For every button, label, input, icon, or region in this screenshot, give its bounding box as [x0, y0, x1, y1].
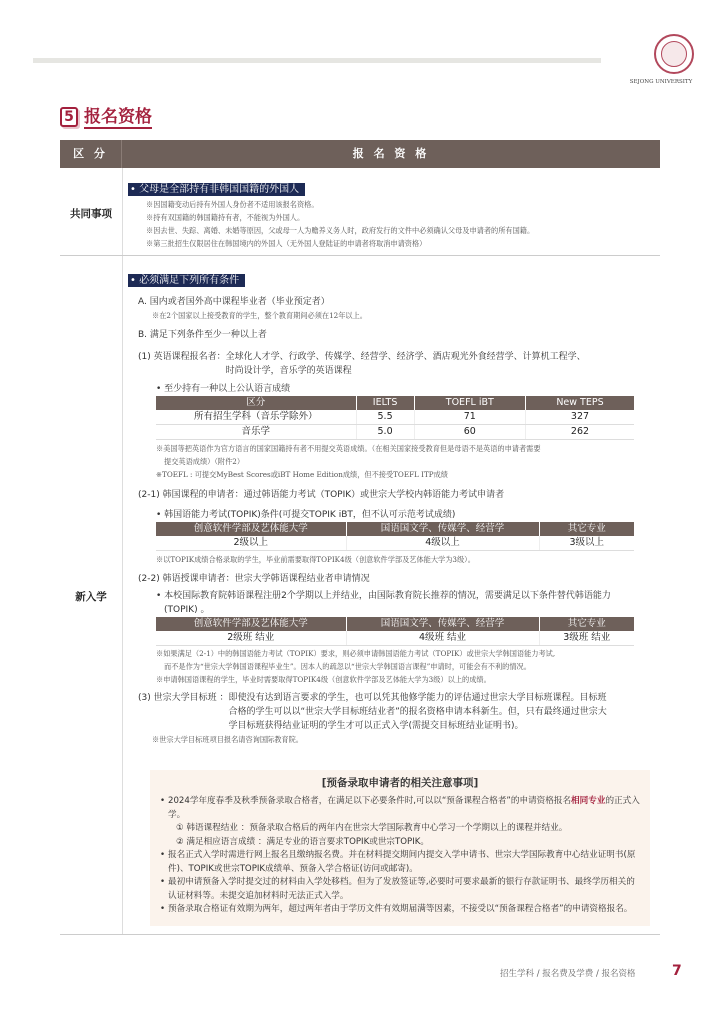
cell: 4级班 结业 — [346, 631, 539, 646]
th: IELTS — [356, 396, 414, 410]
th: 创意软件学部及艺体能大学 — [156, 522, 346, 536]
notice-text: 2024学年度春季及秋季预备录取合格者，在满足以下必要条件时,可以以“预备课程合格者”的申请资格报名 — [168, 796, 572, 806]
korean-22-bullet: (TOPIK) 。 — [164, 605, 210, 615]
column-divider — [122, 168, 123, 934]
cell: 5.0 — [356, 425, 414, 440]
condition-a: A. 国内或者国外高中课程毕业者（毕业预定者） — [138, 297, 330, 307]
footer-breadcrumb: 招生学科 / 报名费及学费 / 报名资格 — [500, 969, 636, 979]
common-note: ※因去世、失踪、离婚、未婚等原因，父或母一人为赡养义务人时，政府发行的文件中必须确认父母及申请者的所有国籍。 — [146, 226, 535, 235]
english-majors: 时尚设计学，音乐学的英语课程 — [225, 366, 352, 376]
header-qualification: 报 名 资 格 — [352, 147, 430, 160]
korean-21-title: (2-1) 韩国课程的申请者：通过韩语能力考试（TOPIK）或世宗大学校内韩语能力考试申请者 — [138, 490, 505, 500]
table-row — [156, 536, 634, 551]
footer-divider — [60, 934, 660, 935]
notice-text: 的正式入学。 — [168, 796, 640, 820]
table-row — [156, 631, 634, 646]
korean-course-table — [156, 617, 634, 646]
target-class-text: 即使没有达到语言要求的学生，也可以凭其他修学能力的评估通过世宗大学目标班课程。目标班 — [228, 693, 607, 703]
cell: 2级以上 — [156, 536, 346, 551]
korean-22-note: ※申请韩国语课程的学生，毕业时需要取得TOPIK4级（创意软件学部及艺体能大学为3级）以上的成绩。 — [156, 675, 491, 684]
notice-item — [160, 795, 640, 822]
university-seal-logo — [654, 34, 694, 74]
topik-note: ※以TOPIK成绩合格录取的学生，毕业前需要取得TOPIK4级（创意软件学部及艺体能大学为3级）。 — [156, 555, 475, 564]
condition-a-note: ※在2个国家以上接受教育的学生，整个教育期间必须在12年以上。 — [152, 311, 367, 320]
target-class-note: ※世宗大学目标班项目报名请咨询国际教育院。 — [152, 735, 303, 744]
page-title: 报名资格 — [84, 107, 152, 127]
cell: 3级班 结业 — [539, 631, 634, 646]
english-note: ※美国等把英语作为官方语言的国家国籍持有者不用提交英语成绩。（在相关国家接受教育但是母语不是英语的申请者需要 — [156, 444, 541, 453]
korean-22-note: ※如果满足（2-1）中的韩国语能力考试（TOPIK）要求，则必须申请韩国语能力考试（TOPIK）或世宗大学韩国语能力考试, — [156, 649, 556, 658]
header-category: 区 分 — [60, 140, 122, 168]
english-majors: 全球化人才学、行政学、传媒学、经营学、经济学、酒店观光外食经营学、计算机工程学、 — [225, 352, 586, 362]
common-highlight: • 父母是全部持有非韩国国籍的外国人 — [128, 183, 305, 196]
table-row — [156, 425, 634, 440]
common-content — [128, 177, 534, 250]
korean-21-bullet: • 韩国语能力考试(TOPIK)条件(可提交TOPIK iBT，但不认可示范考试成绩) — [156, 510, 456, 520]
row-divider — [60, 255, 660, 256]
logo-text: SEJONG UNIVERSITY — [629, 79, 693, 85]
cell: 327 — [525, 410, 634, 425]
th: New TEPS — [525, 396, 634, 410]
cell: 音乐学 — [156, 425, 356, 440]
cell: 262 — [525, 425, 634, 440]
table-header — [60, 140, 660, 168]
th: 其它专业 — [539, 617, 634, 631]
th: 国语国文学、传媒学、经营学 — [346, 617, 539, 631]
cell: 60 — [414, 425, 525, 440]
highlight-text: 必须满足下列所有条件 — [139, 275, 240, 286]
section-number: 5 — [60, 107, 78, 127]
common-note: ※因国籍变动后持有外国人身份者不适用该报名资格。 — [146, 200, 319, 209]
highlight-text: 父母是全部持有非韩国国籍的外国人 — [139, 184, 300, 195]
english-label: (1) 英语课程报名者： — [138, 352, 226, 362]
english-note: 提交英语成绩）（附件2） — [164, 457, 245, 466]
notice-item: • 报名正式入学时需进行网上报名且缴纳报名费。并在材料提交期间内提交入学申请书、世宗大学国际教育中心结业证明书(原件)、TOPIK或世宗TOPIK成绩单、预备入学合格证(访问或邮寄)。 — [160, 849, 640, 876]
target-class-text: 学目标班获得结业证明的学生才可以正式入学(需提交目标班结业证明书)。 — [228, 721, 524, 731]
cell: 71 — [414, 410, 525, 425]
notice-accent: 相同专业 — [571, 796, 606, 806]
cell: 4级以上 — [346, 536, 539, 551]
target-class-label: (3) 世宗大学目标班 ： — [138, 693, 229, 703]
notice-item: • 预备录取合格证有效期为两年，超过两年者由于学历文件有效期届满等因素，不接受以“预备课程合格者”的申请资格报名。 — [160, 903, 640, 917]
cell: 2级班 结业 — [156, 631, 346, 646]
th: 国语国文学、传媒学、经营学 — [346, 522, 539, 536]
th: TOEFL iBT — [414, 396, 525, 410]
korean-22-title: (2-2) 韩语授课申请者：世宗大学韩语课程结业者申请情况 — [138, 574, 370, 584]
notice-title: [预备录取申请者的相关注意事项] — [321, 777, 479, 789]
row-label-common: 共同事项 — [70, 208, 112, 220]
english-note: ※TOEFL : 可提交MyBest Scores或iBT Home Edition成绩，但不接受TOEFL ITP成绩 — [156, 470, 448, 479]
freshman-content — [128, 268, 658, 746]
th: 区分 — [156, 396, 356, 410]
topik-table — [156, 522, 634, 551]
page-number: 7 — [672, 963, 682, 979]
cell: 3级以上 — [539, 536, 634, 551]
th: 创意软件学部及艺体能大学 — [156, 617, 346, 631]
row-label-freshman: 新入学 — [75, 591, 107, 603]
english-bullet: • 至少持有一种以上公认语言成绩 — [156, 384, 291, 394]
header-divider — [33, 58, 601, 63]
notice-box — [150, 770, 650, 926]
notice-subitem: ② 满足相应语言成绩 ：满足专业的语言要求TOPIK或世宗TOPIK。 — [176, 836, 429, 847]
th: 其它专业 — [539, 522, 634, 536]
condition-b: B. 满足下列条件至少一种以上者 — [138, 330, 267, 340]
korean-22-note: 而不是作为“世宗大学韩国语课程毕业生”。因本人的疏忽以“世宗大学韩国语言课程”申请时，可能会有不利的情况。 — [164, 662, 531, 671]
english-score-table — [156, 396, 634, 440]
freshman-highlight: • 必须满足下列所有条件 — [128, 274, 245, 287]
notice-subitem: ① 韩语课程结业 ：预备录取合格后的两年内在世宗大学国际教育中心学习一个学期以上的课程并结业。 — [176, 823, 568, 833]
cell: 所有招生学科（音乐学除外） — [156, 410, 356, 425]
cell: 5.5 — [356, 410, 414, 425]
target-class-text: 合格的学生可以以“世宗大学目标班结业者”的报名资格申请本科新生。但，只有最终通过世宗大 — [228, 707, 607, 717]
notice-item: • 最初申请预备入学时提交过的材料由入学处移档。但为了发放签证等,必要时可要求最新的银行存款证明书、最终学历相关的认证材料等。未提交追加材料时无法正式入学。 — [160, 876, 640, 903]
common-note: ※持有双国籍的韩国籍持有者，不能视为外国人。 — [146, 213, 305, 222]
korean-22-bullet: • 本校国际教育院韩语课程注册2个学期以上并结业，由国际教育院长推荐的情况，需要满足以下条件替代韩语能力 — [156, 591, 611, 601]
table-row — [156, 410, 634, 425]
common-note: ※第三批招生仅限居住在韩国境内的外国人（无外国人登陆证的申请者将取消申请资格） — [146, 239, 427, 248]
